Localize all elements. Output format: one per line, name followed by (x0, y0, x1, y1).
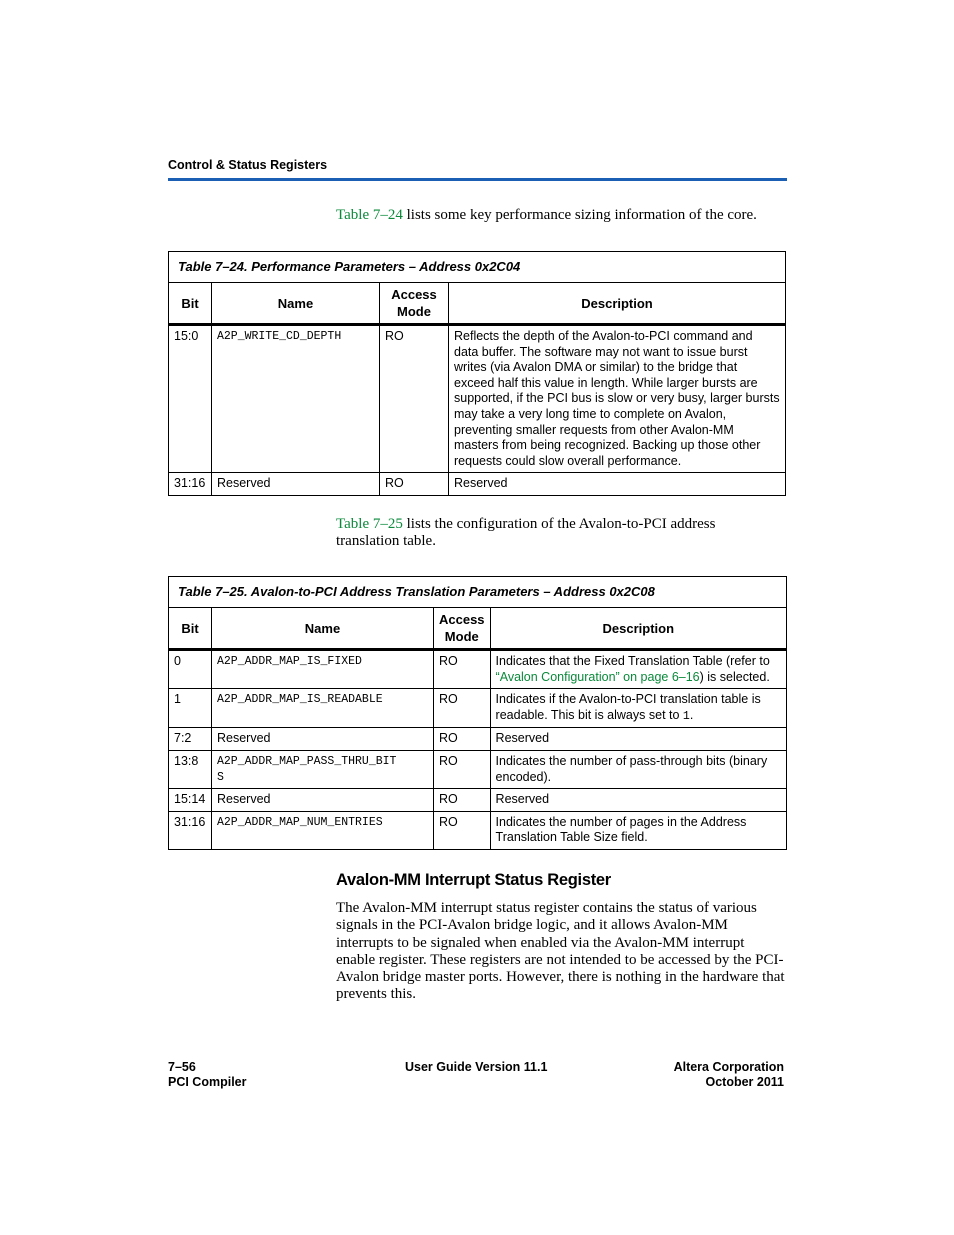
footer-left (168, 1060, 247, 1090)
name-cell: A2P_ADDR_MAP_PASS_THRU_BIT S (212, 750, 434, 788)
description-cell: Reserved (449, 473, 786, 496)
name-cell: A2P_ADDR_MAP_IS_READABLE (212, 689, 434, 728)
table-row (169, 650, 787, 689)
access-cell: RO (434, 811, 491, 849)
page-number: 7–56 (168, 1060, 196, 1074)
publish-date: October 2011 (705, 1075, 784, 1089)
name-cell: Reserved (212, 473, 380, 496)
table-row (169, 811, 787, 849)
access-cell: RO (434, 789, 491, 812)
performance-parameters-table (168, 251, 786, 496)
table-25-intro-text: lists the configuration of the Avalon-to-PCI address translation table. (336, 516, 716, 550)
column-header-name: Name (212, 608, 434, 650)
table-row (169, 728, 787, 751)
bit-cell: 13:8 (169, 750, 212, 788)
access-cell: RO (434, 650, 491, 689)
table-24-intro-text: lists some key performance sizing information of the core. (402, 207, 757, 223)
footer-right (674, 1060, 784, 1090)
table-25-intro (336, 516, 736, 551)
name-cell: Reserved (212, 789, 434, 812)
table-caption: Table 7–25. Avalon-to-PCI Address Translation Parameters – Address 0x2C08 (169, 577, 787, 608)
running-header: Control & Status Registers (168, 158, 328, 172)
column-header-bit: Bit (169, 608, 212, 650)
name-cell: A2P_ADDR_MAP_NUM_ENTRIES (212, 811, 434, 849)
section-body: The Avalon-MM interrupt status register contains the status of various signals in the PCI-Avalon bridge logic, and it allows Avalon-MM interrupts to be signaled when enabled via the Avalon-MM interrupt enable register. These registers are not intended to be accessed by the PCI-Avalon bridge master ports. However, there is nothing in the hardware that prevents this. (336, 900, 785, 1003)
table-24-intro (336, 207, 786, 224)
column-header-description: Description (449, 283, 786, 325)
table-row (169, 689, 787, 728)
description-cell: Reserved (490, 789, 786, 812)
column-header-access-mode: Access Mode (434, 608, 491, 650)
header-rule (168, 178, 787, 181)
bit-cell: 0 (169, 650, 212, 689)
name-cell: A2P_WRITE_CD_DEPTH (212, 325, 380, 473)
description-cell: Indicates the number of pages in the Address Translation Table Size field. (490, 811, 786, 849)
table-row (169, 473, 786, 496)
description-cell: Indicates that the Fixed Translation Table (refer to “Avalon Configuration” on page 6–16) is selected. (490, 650, 786, 689)
table-25-xref-link[interactable]: Table 7–25 (336, 516, 403, 532)
access-cell: RO (380, 325, 449, 473)
description-cell: Reflects the depth of the Avalon-to-PCI command and data buffer. The software may not want to issue burst writes (via Avalon DMA or similar) to the bridge that exceed half this value in length. While larger bursts are supported, if the PCI bus is slow or very busy, larger bursts may take a very long time to complete on Avalon, preventing smaller requests from other Avalon-MM masters from being recognized. Backing up those other requests could slow overall performance. (449, 325, 786, 473)
avalon-configuration-xref-link[interactable]: “Avalon Configuration” on page 6–16 (495, 669, 700, 684)
table-row (169, 750, 787, 788)
bit-cell: 15:14 (169, 789, 212, 812)
table-24-xref-link[interactable]: Table 7–24 (336, 207, 403, 223)
description-cell: Indicates the number of pass-through bits (binary encoded). (490, 750, 786, 788)
column-header-access-mode: Access Mode (380, 283, 449, 325)
column-header-bit: Bit (169, 283, 212, 325)
description-cell: Reserved (490, 728, 786, 751)
product-name: PCI Compiler (168, 1075, 247, 1089)
name-cell: Reserved (212, 728, 434, 751)
access-cell: RO (380, 473, 449, 496)
address-translation-parameters-table (168, 576, 787, 850)
bit-cell: 1 (169, 689, 212, 728)
bit-cell: 7:2 (169, 728, 212, 751)
table-row (169, 789, 787, 812)
column-header-description: Description (490, 608, 786, 650)
description-cell: Indicates if the Avalon-to-PCI translation table is readable. This bit is always set to 1. (490, 689, 786, 728)
table-caption: Table 7–24. Performance Parameters – Address 0x2C04 (169, 252, 786, 283)
access-cell: RO (434, 750, 491, 788)
bit-cell: 31:16 (169, 473, 212, 496)
company-name: Altera Corporation (673, 1060, 784, 1074)
name-cell: A2P_ADDR_MAP_IS_FIXED (212, 650, 434, 689)
access-cell: RO (434, 689, 491, 728)
bit-cell: 31:16 (169, 811, 212, 849)
bit-cell: 15:0 (169, 325, 212, 473)
column-header-name: Name (212, 283, 380, 325)
table-row (169, 325, 786, 473)
access-cell: RO (434, 728, 491, 751)
section-heading: Avalon-MM Interrupt Status Register (336, 871, 611, 889)
footer-version: User Guide Version 11.1 (405, 1060, 548, 1074)
